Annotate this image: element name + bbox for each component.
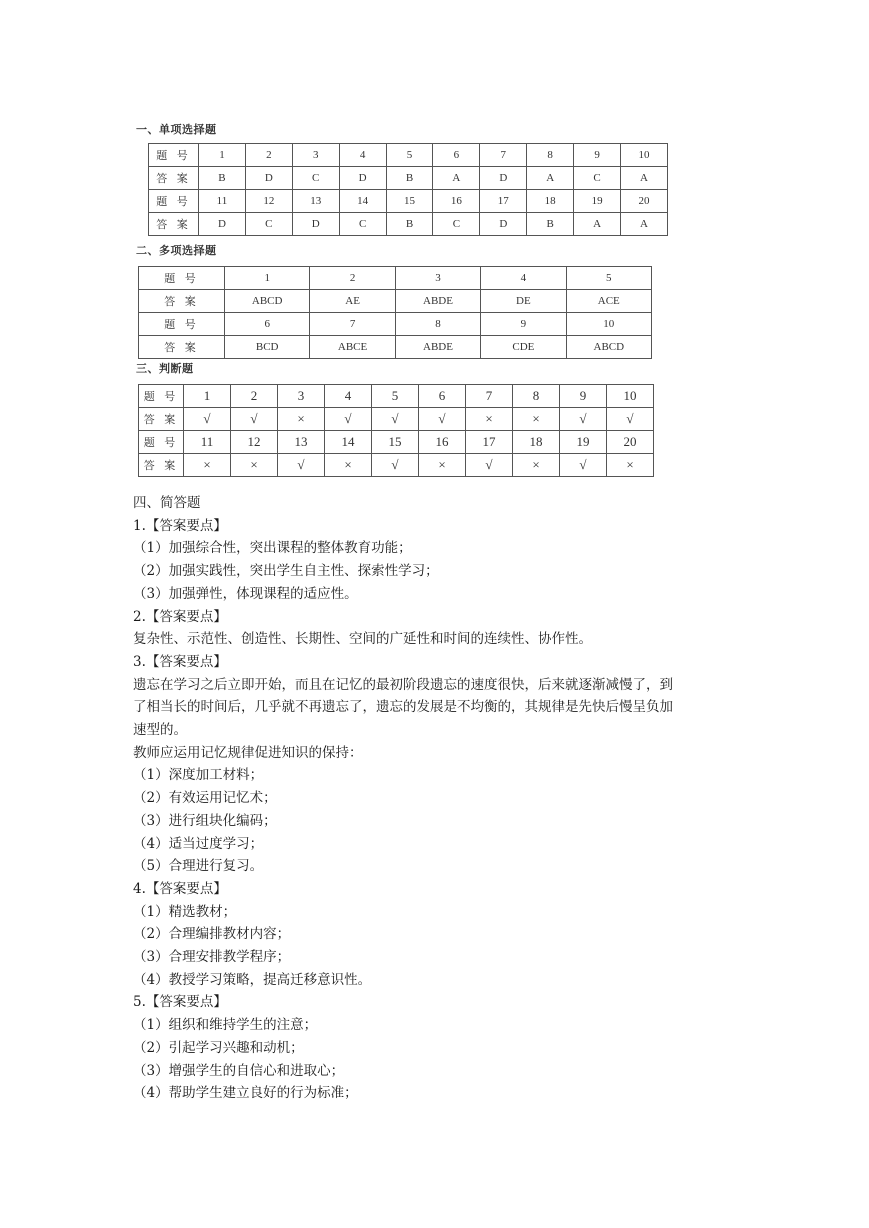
- answer-key-heading-4: 4.【答案要点】: [133, 880, 227, 897]
- question-number-cell: 9: [481, 313, 566, 336]
- question-number-cell: 13: [278, 431, 325, 454]
- answer-row: [139, 290, 652, 313]
- answer-point: （4）帮助学生建立良好的行为标准；: [133, 1085, 358, 1102]
- question-number-row: [149, 144, 668, 167]
- question-number-cell: 2: [231, 385, 278, 408]
- question-number-cell: 19: [560, 431, 607, 454]
- answer-paragraph: 速型的。: [133, 722, 187, 739]
- answer-cell: ABCD: [225, 290, 310, 313]
- question-number-cell: 17: [480, 190, 527, 213]
- answer-cell: √: [607, 408, 654, 431]
- question-number-cell: 19: [574, 190, 621, 213]
- question-number-cell: 2: [245, 144, 292, 167]
- true-false-table-body: [139, 385, 654, 477]
- answer-cell: ACE: [566, 290, 651, 313]
- answer-cell: ×: [184, 454, 231, 477]
- answer-cell: A: [621, 213, 668, 236]
- answer-point: （3）合理安排教学程序；: [133, 949, 291, 966]
- question-number-cell: 9: [560, 385, 607, 408]
- answer-cell: A: [574, 213, 621, 236]
- question-number-cell: 14: [339, 190, 386, 213]
- answer-point: （1）组织和维持学生的注意；: [133, 1017, 318, 1034]
- answer-point: （4）适当过度学习；: [133, 835, 264, 852]
- question-number-cell: 6: [433, 144, 480, 167]
- row-label-question-number: 题 号: [139, 313, 225, 336]
- question-number-row: [149, 190, 668, 213]
- answer-key-heading-2: 2.【答案要点】: [133, 608, 227, 625]
- question-number-cell: 14: [325, 431, 372, 454]
- question-number-cell: 5: [386, 144, 433, 167]
- answer-cell: BCD: [225, 336, 310, 359]
- answer-cell: ×: [325, 454, 372, 477]
- answer-point: （1）精选教材；: [133, 903, 237, 920]
- true-false-answer-table: [138, 384, 654, 477]
- question-number-cell: 2: [310, 267, 395, 290]
- answer-paragraph: 了相当长的时间后，几乎就不再遗忘了，遗忘的发展是不均衡的，其规律是先快后慢呈负加: [133, 699, 673, 716]
- single-choice-answer-table: [148, 143, 668, 236]
- question-number-cell: 8: [513, 385, 560, 408]
- answer-point: （1）深度加工材料；: [133, 767, 264, 784]
- answer-paragraph: 教师应运用记忆规律促进知识的保持：: [133, 744, 363, 761]
- answer-key-heading-1: 1.【答案要点】: [133, 517, 227, 534]
- question-number-cell: 11: [184, 431, 231, 454]
- answer-cell: D: [339, 167, 386, 190]
- answer-row: [149, 167, 668, 190]
- answer-cell: A: [527, 167, 574, 190]
- answer-cell: √: [466, 454, 513, 477]
- question-number-cell: 3: [395, 267, 480, 290]
- answer-key-heading-5: 5.【答案要点】: [133, 994, 227, 1011]
- question-number-cell: 4: [339, 144, 386, 167]
- question-number-cell: 15: [386, 190, 433, 213]
- question-number-cell: 17: [466, 431, 513, 454]
- row-label-question-number: 题 号: [139, 385, 184, 408]
- question-number-cell: 10: [566, 313, 651, 336]
- question-number-cell: 3: [292, 144, 339, 167]
- answer-cell: √: [372, 408, 419, 431]
- answer-cell: D: [292, 213, 339, 236]
- row-label-answer: 答 案: [149, 213, 199, 236]
- answer-cell: ABDE: [395, 336, 480, 359]
- answer-cell: ABCD: [566, 336, 651, 359]
- answer-cell: √: [325, 408, 372, 431]
- single-choice-table-body: [149, 144, 668, 236]
- row-label-question-number: 题 号: [149, 190, 199, 213]
- short-answer-section: [133, 492, 853, 1105]
- answer-cell: B: [199, 167, 246, 190]
- answer-cell: √: [278, 454, 325, 477]
- question-number-cell: 15: [372, 431, 419, 454]
- answer-row: [139, 408, 654, 431]
- answer-cell: ×: [513, 408, 560, 431]
- answer-key-heading-3: 3.【答案要点】: [133, 653, 227, 670]
- question-number-cell: 8: [395, 313, 480, 336]
- answer-point: （5）合理进行复习。: [133, 858, 264, 875]
- row-label-answer: 答 案: [139, 454, 184, 477]
- question-number-cell: 18: [527, 190, 574, 213]
- row-label-answer: 答 案: [139, 336, 225, 359]
- question-number-cell: 11: [199, 190, 246, 213]
- answer-point: （2）合理编排教材内容；: [133, 926, 291, 943]
- answer-cell: A: [621, 167, 668, 190]
- answer-cell: ×: [278, 408, 325, 431]
- question-number-cell: 4: [481, 267, 566, 290]
- answer-cell: ×: [466, 408, 513, 431]
- answer-point: （1）加强综合性，突出课程的整体教育功能；: [133, 540, 412, 557]
- answer-cell: √: [231, 408, 278, 431]
- answer-cell: ABCE: [310, 336, 395, 359]
- answer-point: （2）引起学习兴趣和动机；: [133, 1039, 304, 1056]
- question-number-row: [139, 313, 652, 336]
- answer-cell: DE: [481, 290, 566, 313]
- answer-point: （4）教授学习策略，提高迁移意识性。: [133, 971, 372, 988]
- answer-cell: CDE: [481, 336, 566, 359]
- answer-cell: A: [433, 167, 480, 190]
- answer-cell: D: [245, 167, 292, 190]
- answer-cell: ×: [231, 454, 278, 477]
- answer-point: （3）加强弹性，体现课程的适应性。: [133, 585, 358, 602]
- answer-cell: AE: [310, 290, 395, 313]
- answer-cell: B: [527, 213, 574, 236]
- multiple-choice-answer-table: [138, 266, 652, 359]
- answer-row: [149, 213, 668, 236]
- question-number-cell: 12: [245, 190, 292, 213]
- answer-cell: C: [292, 167, 339, 190]
- answer-row: [139, 454, 654, 477]
- question-number-cell: 7: [466, 385, 513, 408]
- question-number-row: [139, 385, 654, 408]
- question-number-cell: 16: [433, 190, 480, 213]
- answer-cell: √: [419, 408, 466, 431]
- section-title-multiple-choice: 二、多项选择题: [136, 244, 217, 257]
- question-number-cell: 4: [325, 385, 372, 408]
- row-label-question-number: 题 号: [139, 431, 184, 454]
- answer-cell: D: [199, 213, 246, 236]
- answer-cell: √: [184, 408, 231, 431]
- answer-cell: ×: [513, 454, 560, 477]
- question-number-cell: 7: [310, 313, 395, 336]
- answer-cell: √: [560, 454, 607, 477]
- question-number-cell: 3: [278, 385, 325, 408]
- answer-cell: ×: [607, 454, 654, 477]
- answer-cell: D: [480, 213, 527, 236]
- question-number-cell: 10: [621, 144, 668, 167]
- answer-row: [139, 336, 652, 359]
- answer-cell: B: [386, 167, 433, 190]
- answer-point: （2）有效运用记忆术；: [133, 790, 277, 807]
- answer-cell: ABDE: [395, 290, 480, 313]
- row-label-answer: 答 案: [149, 167, 199, 190]
- answer-paragraph: 遗忘在学习之后立即开始，而且在记忆的最初阶段遗忘的速度很快，后来就逐渐减慢了，到: [133, 676, 673, 693]
- question-number-cell: 6: [419, 385, 466, 408]
- question-number-cell: 13: [292, 190, 339, 213]
- row-label-question-number: 题 号: [149, 144, 199, 167]
- answer-cell: √: [372, 454, 419, 477]
- answer-cell: ×: [419, 454, 466, 477]
- answer-cell: C: [339, 213, 386, 236]
- answer-cell: C: [245, 213, 292, 236]
- question-number-row: [139, 431, 654, 454]
- question-number-cell: 5: [372, 385, 419, 408]
- question-number-cell: 20: [621, 190, 668, 213]
- question-number-cell: 12: [231, 431, 278, 454]
- answer-paragraph: 复杂性、示范性、创造性、长期性、空间的广延性和时间的连续性、协作性。: [133, 631, 592, 648]
- question-number-cell: 16: [419, 431, 466, 454]
- question-number-cell: 10: [607, 385, 654, 408]
- question-number-cell: 1: [184, 385, 231, 408]
- multiple-choice-table-body: [139, 267, 652, 359]
- question-number-cell: 9: [574, 144, 621, 167]
- answer-cell: √: [560, 408, 607, 431]
- question-number-row: [139, 267, 652, 290]
- question-number-cell: 1: [225, 267, 310, 290]
- row-label-answer: 答 案: [139, 290, 225, 313]
- answer-cell: D: [480, 167, 527, 190]
- question-number-cell: 7: [480, 144, 527, 167]
- section-title-single-choice: 一、单项选择题: [136, 123, 217, 136]
- question-number-cell: 20: [607, 431, 654, 454]
- answer-cell: C: [433, 213, 480, 236]
- section-title-true-false: 三、判断题: [136, 362, 194, 375]
- row-label-question-number: 题 号: [139, 267, 225, 290]
- question-number-cell: 8: [527, 144, 574, 167]
- section-title-short-answer: 四、简答题: [133, 495, 201, 511]
- question-number-cell: 5: [566, 267, 651, 290]
- question-number-cell: 18: [513, 431, 560, 454]
- answer-point: （2）加强实践性，突出学生自主性、探索性学习；: [133, 563, 439, 580]
- question-number-cell: 6: [225, 313, 310, 336]
- answer-cell: B: [386, 213, 433, 236]
- row-label-answer: 答 案: [139, 408, 184, 431]
- answer-cell: C: [574, 167, 621, 190]
- answer-point: （3）增强学生的自信心和进取心；: [133, 1062, 345, 1079]
- answer-point: （3）进行组块化编码；: [133, 812, 277, 829]
- question-number-cell: 1: [199, 144, 246, 167]
